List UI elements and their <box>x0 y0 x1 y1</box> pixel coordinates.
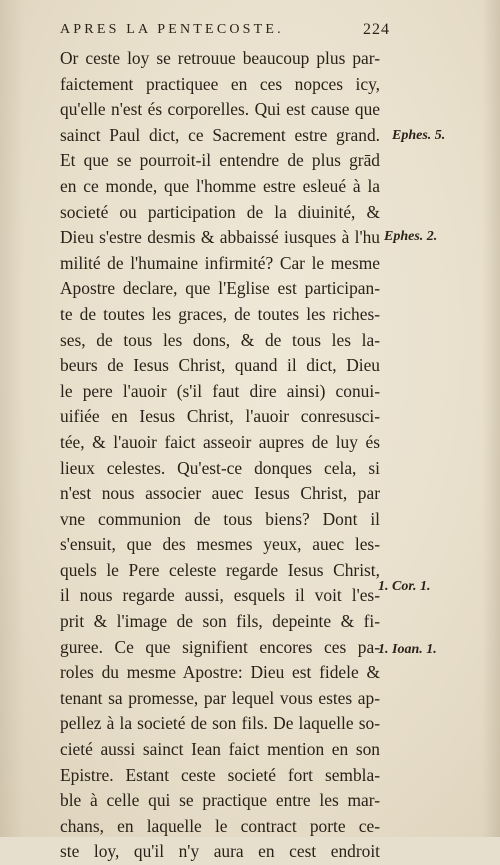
text-line: sainct Paul dict, ce Sacrement estre grand. <box>60 124 380 145</box>
text-line: pellez à la societé de son fils. De laquelle so- <box>60 713 380 734</box>
margin-note-ephesians-2: Ephes. 2. <box>384 229 438 244</box>
margin-note-john-1: 1. Ioan. 1. <box>378 642 437 657</box>
text-line: ble à celle qui se practique entre les mar- <box>60 790 380 811</box>
text-line: le pere l'auoir (s'il faut dire ainsi) conui- <box>60 380 380 401</box>
body-text <box>60 46 380 865</box>
running-title: APRES LA PENTECOSTE. <box>60 22 284 37</box>
margin-note-ephesians-5: Ephes. 5. <box>392 128 446 143</box>
text-line: ses, de tous les dons, & de tous les la- <box>60 329 380 350</box>
text-line: quels le Pere celeste regarde Iesus Christ, <box>60 559 380 580</box>
text-line: prit & l'image de son fils, depeinte & fi- <box>60 611 380 632</box>
text-line: Apostre declare, que l'Eglise est participan- <box>60 278 380 299</box>
text-line: Dieu s'estre desmis & abbaissé iusques à l'hu <box>60 227 380 248</box>
text-line: tée, & l'auoir faict asseoir aupres de luy és <box>60 431 380 452</box>
text-line: societé ou participation de la diuinité, & <box>60 201 380 222</box>
running-head <box>60 22 390 44</box>
text-line: cieté aussi sainct Iean faict mention en son <box>60 739 380 760</box>
text-line: faictement practiquee en ces nopces icy, <box>60 73 380 94</box>
margin-notes <box>378 46 484 746</box>
text-line: qu'elle n'est és corporelles. Qui est cause que <box>60 99 380 120</box>
text-line: te de toutes les graces, de toutes les riches- <box>60 303 380 324</box>
text-line: roles du mesme Apostre: Dieu est fidele & <box>60 662 380 683</box>
text-line: tenant sa promesse, par lequel vous estes ap- <box>60 687 380 708</box>
text-line: ste loy, qu'il n'y aura en cest endroit <box>60 841 380 862</box>
text-line: chans, en laquelle le contract porte ce- <box>60 815 380 836</box>
text-line: Or ceste loy se retrouue beaucoup plus par- <box>60 48 380 68</box>
text-line: Et que se pourroit-il entendre de plus grād <box>60 150 380 171</box>
text-line: vne communion de tous biens? Dont il <box>60 508 380 529</box>
text-line: il nous regarde aussi, esquels il voit l'es- <box>60 585 380 606</box>
text-line: lieux celestes. Qu'est-ce donques cela, si <box>60 457 380 478</box>
margin-note-corinthians-1: 1. Cor. 1. <box>378 579 431 594</box>
text-line: milité de l'humaine infirmité? Car le mesme <box>60 252 380 273</box>
text-line: en ce monde, que l'homme estre esleué à la <box>60 175 380 196</box>
gutter-shadow <box>0 0 24 837</box>
text-line: s'ensuit, que des mesmes yeux, auec les- <box>60 534 380 555</box>
text-line: guree. Ce que signifient encores ces pa- <box>60 636 380 657</box>
text-line: uifiée en Iesus Christ, l'auoir conresusci- <box>60 406 380 427</box>
text-line: n'est nous associer auec Iesus Christ, par <box>60 483 380 504</box>
page-edge-shadow <box>482 0 500 837</box>
text-line: beurs de Iesus Christ, quand il dict, Dieu <box>60 355 380 376</box>
page-number: 224 <box>363 21 390 38</box>
text-line: Epistre. Estant ceste societé fort sembla- <box>60 764 380 785</box>
